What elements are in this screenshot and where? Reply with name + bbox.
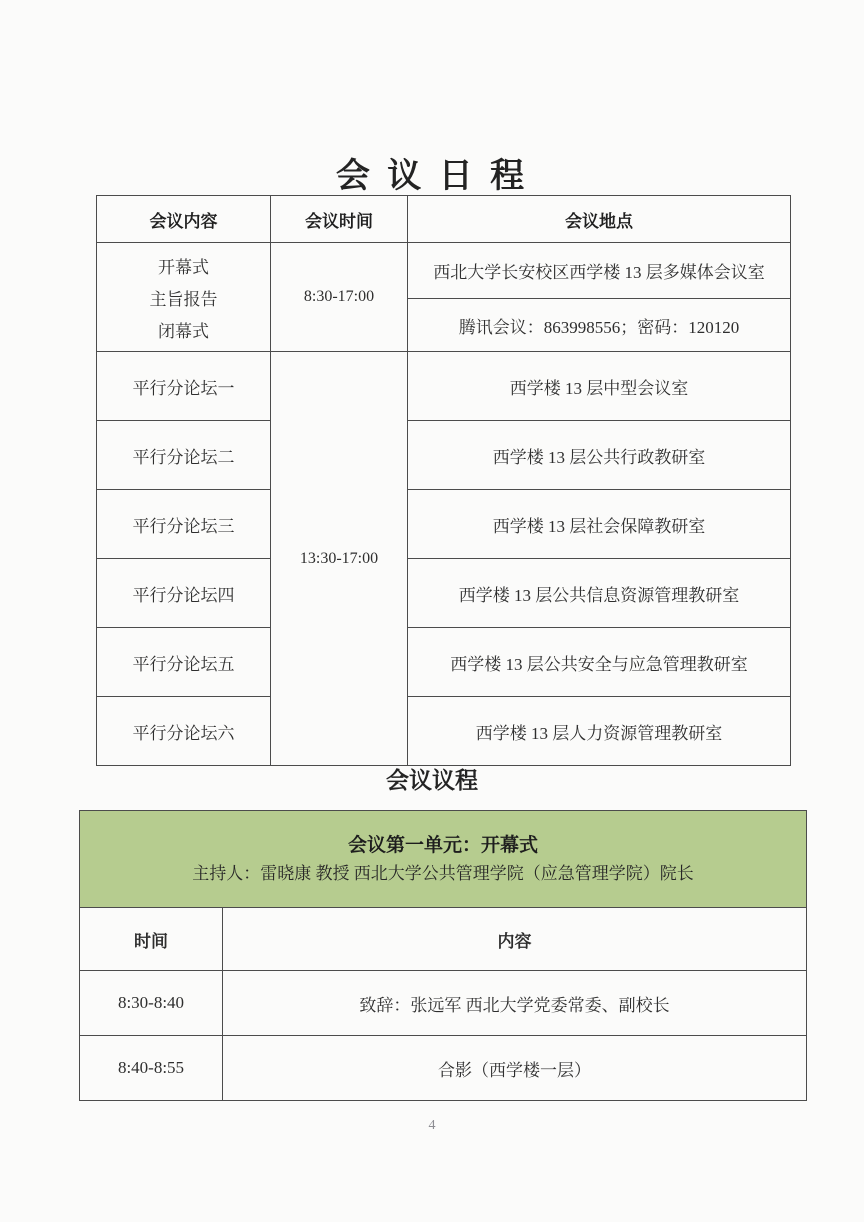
table-row [97,490,791,559]
forum-location-cell: 西学楼 13 层公共信息资源管理教研室 [408,559,791,628]
closing-line: 闭幕式 [158,321,209,341]
table-row [97,628,791,697]
header-meeting-place: 会议地点 [408,196,791,243]
header-content: 内容 [223,908,807,971]
forum-location-cell: 西学楼 13 层中型会议室 [408,352,791,421]
agenda-unit-title: 会议第一单元：开幕式 [347,835,538,856]
table-row [97,559,791,628]
agenda-content-cell: 合影（西学楼一层） [223,1036,807,1101]
opening-location-cell: 西北大学长安校区西学楼 13 层多媒体会议室 [408,243,791,299]
page-number: 4 [428,1118,436,1133]
forum-location-cell: 西学楼 13 层人力资源管理教研室 [408,697,791,766]
table-row [97,697,791,766]
header-time: 时间 [80,908,223,971]
keynote-line: 主旨报告 [149,289,218,309]
schedule-table [96,195,791,766]
opening-line: 开幕式 [158,257,209,277]
forums-time-cell: 13:30-17:00 [271,352,408,766]
agenda-unit-header-row [80,811,807,908]
agenda-time-cell: 8:30-8:40 [80,971,223,1036]
agenda-unit-host: 主持人：雷晓康 教授 西北大学公共管理学院（应急管理学院）院长 [192,863,694,883]
agenda-title: 会议议程 [386,768,478,793]
forum-name-cell: 平行分论坛三 [97,490,271,559]
table-row [97,352,791,421]
agenda-time-cell: 8:40-8:55 [80,1036,223,1101]
table-row [97,421,791,490]
forum-name-cell: 平行分论坛一 [97,352,271,421]
tencent-meeting-cell: 腾讯会议：863998556；密码：120120 [408,299,791,352]
header-meeting-content: 会议内容 [97,196,271,243]
forum-name-cell: 平行分论坛二 [97,421,271,490]
table-row [80,971,807,1036]
agenda-table [79,810,807,1101]
forum-location-cell: 西学楼 13 层公共行政教研室 [408,421,791,490]
opening-time-cell: 8:30-17:00 [271,243,408,352]
agenda-content-cell: 致辞：张远军 西北大学党委常委、副校长 [223,971,807,1036]
forum-name-cell: 平行分论坛四 [97,559,271,628]
forum-location-cell: 西学楼 13 层公共安全与应急管理教研室 [408,628,791,697]
agenda-unit-header-cell [80,811,807,908]
header-meeting-time: 会议时间 [271,196,408,243]
table-row [97,243,791,299]
forum-location-cell: 西学楼 13 层社会保障教研室 [408,490,791,559]
opening-block-cell [97,243,271,352]
forum-name-cell: 平行分论坛六 [97,697,271,766]
forum-name-cell: 平行分论坛五 [97,628,271,697]
agenda-header-row [80,908,807,971]
table-row [80,1036,807,1101]
schedule-header-row [97,196,791,243]
schedule-title: 会 议 日 程 [335,157,529,195]
